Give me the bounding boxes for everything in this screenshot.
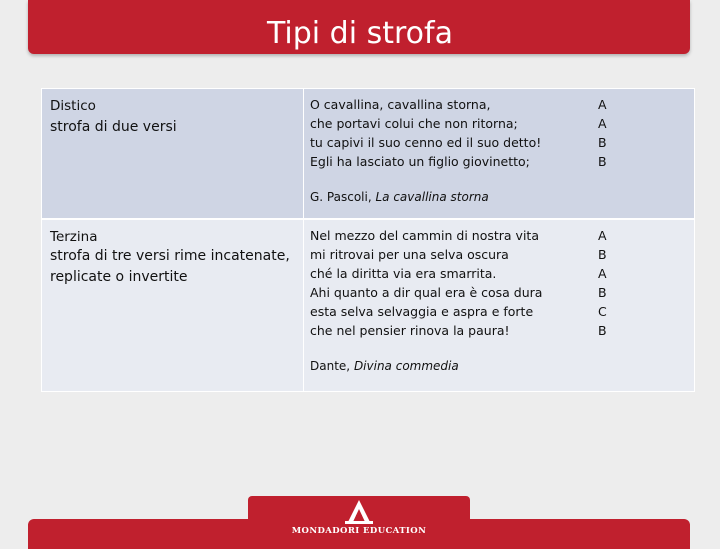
stanza-name: Terzina: [50, 229, 98, 245]
verse-line: tu capivi il suo cenno ed il suo detto!: [310, 135, 542, 150]
source-citation: [310, 358, 459, 374]
verse-line: che portavi colui che non ritorna;: [310, 116, 518, 131]
stanza-type-cell: [42, 89, 304, 218]
rhyme-scheme-cell: [582, 220, 694, 391]
verse-line: ché la diritta via era smarrita.: [310, 266, 497, 281]
rhyme-scheme-cell: [582, 89, 694, 218]
example-cell: [304, 89, 582, 218]
verse-line: mi ritrovai per una selva oscura: [310, 247, 509, 262]
verse-line: Nel mezzo del cammin di nostra vita: [310, 228, 539, 243]
rhyme-letter: A: [598, 266, 607, 281]
publisher-mark-icon: [345, 500, 373, 524]
publisher-name: MONDADORI EDUCATION: [291, 526, 427, 536]
page-title: Tipi di strofa: [267, 16, 453, 51]
rhyme-letter: B: [598, 323, 607, 338]
verse-line: O cavallina, cavallina storna,: [310, 97, 491, 112]
rhyme-letter: A: [598, 116, 607, 131]
stanza-name: Distico: [50, 98, 96, 114]
example-cell: [304, 220, 582, 391]
source-work: La cavallina storna: [375, 190, 489, 204]
verse-line: che nel pensier rinova la paura!: [310, 323, 510, 338]
verse-line: esta selva selvaggia e aspra e forte: [310, 304, 534, 319]
verse-block: [310, 226, 542, 340]
source-author: Dante,: [310, 359, 351, 373]
publisher-logo: [248, 496, 470, 540]
verse-line: Ahi quanto a dir qual era è cosa dura: [310, 285, 543, 300]
rhyme-scheme: [598, 95, 607, 171]
rhyme-letter: A: [598, 97, 607, 112]
rhyme-letter: A: [598, 228, 607, 243]
source-citation: [310, 189, 489, 205]
rhyme-letter: C: [598, 304, 607, 319]
rhyme-scheme: [598, 226, 607, 340]
verse-block: [310, 95, 541, 171]
rhyme-letter: B: [598, 247, 607, 262]
stanza-type-cell: [42, 220, 304, 391]
rhyme-letter: B: [598, 154, 607, 169]
stanza-description: strofa di tre versi rime incatenate, replicate o invertite: [50, 248, 290, 285]
stanza-table: [41, 88, 695, 392]
table-row-terzina: [41, 219, 695, 392]
source-work: Divina commedia: [353, 359, 459, 373]
source-author: G. Pascoli,: [310, 190, 372, 204]
table-row-distico: [41, 88, 695, 219]
rhyme-letter: B: [598, 285, 607, 300]
stanza-description: strofa di due versi: [50, 119, 177, 135]
verse-line: Egli ha lasciato un figlio giovinetto;: [310, 154, 530, 169]
rhyme-letter: B: [598, 135, 607, 150]
